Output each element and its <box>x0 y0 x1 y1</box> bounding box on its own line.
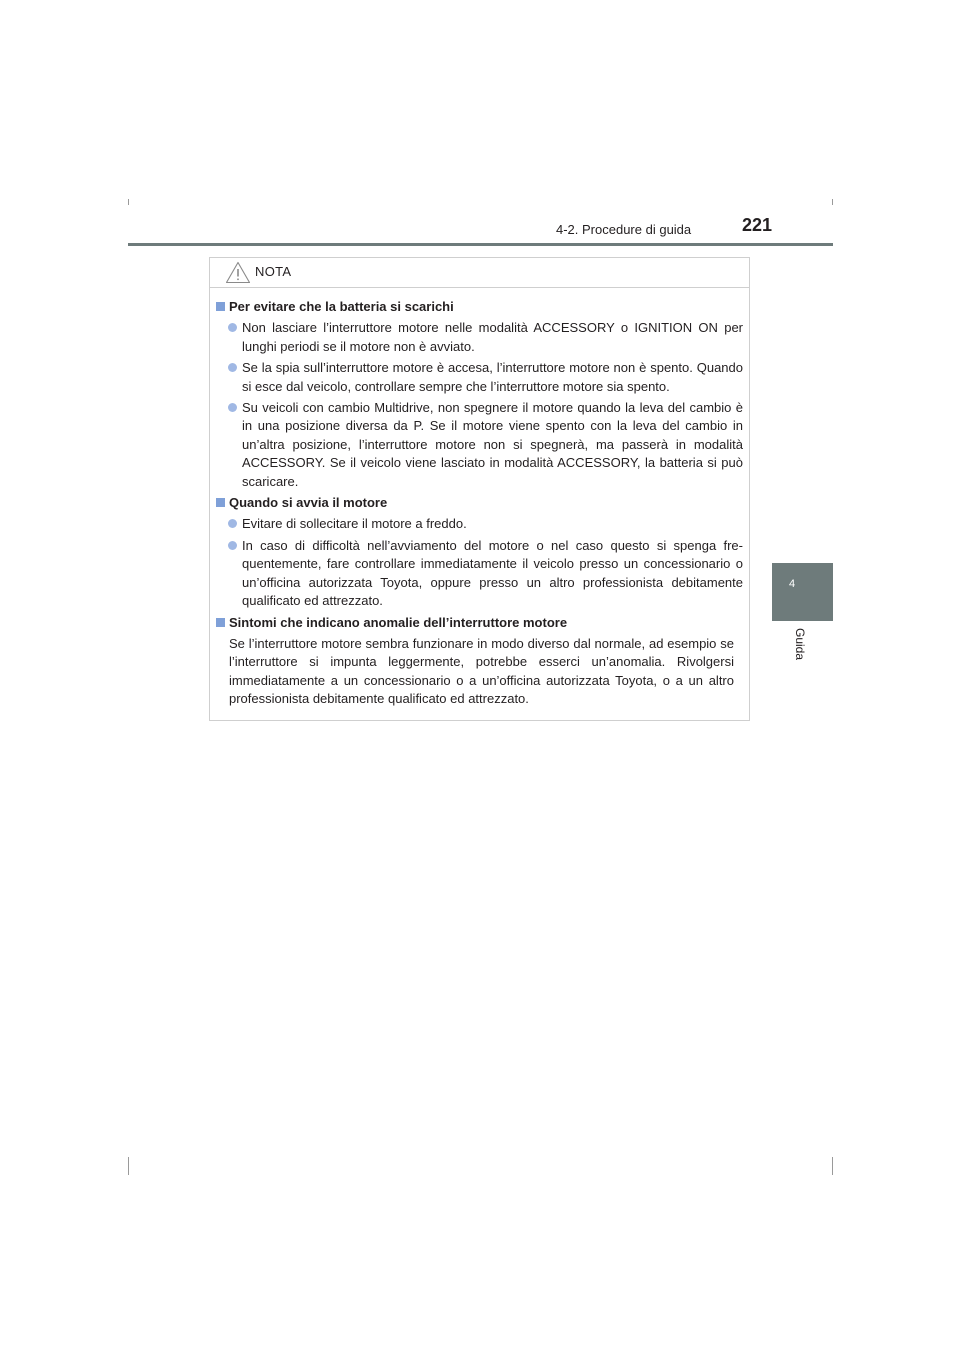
crop-mark <box>128 199 129 205</box>
list-item: Evitare di sollecitare il motore a freddo. <box>216 515 743 533</box>
square-bullet-icon <box>216 498 225 507</box>
notice-box <box>209 257 750 721</box>
section-title: 4-2. Procedure di guida <box>556 222 692 237</box>
page-number: 221 <box>742 215 773 235</box>
round-bullet-icon <box>228 519 237 528</box>
list-item: Se la spia sull’interruttore motore è accesa, l’interruttore motore non è spento. Quando si esce dal veicolo, controllare sempre che l’interruttore motore sia spento. <box>216 359 743 396</box>
crop-mark <box>832 199 833 205</box>
crop-mark <box>128 1157 129 1175</box>
section-heading: Per evitare che la batteria si scarichi <box>216 298 743 316</box>
round-bullet-icon <box>228 403 237 412</box>
round-bullet-icon <box>228 363 237 372</box>
notice-header <box>210 258 749 288</box>
section-heading: Sintomi che indicano anomalie dell’interruttore motore <box>216 614 743 632</box>
chapter-number: 4 <box>789 578 796 590</box>
notice-content <box>216 298 743 709</box>
header-rule <box>128 243 833 246</box>
notice-title: NOTA <box>255 264 292 279</box>
square-bullet-icon <box>216 302 225 311</box>
round-bullet-icon <box>228 323 237 332</box>
paragraph: Se l’interruttore motore sembra funzionare in modo diverso dal normale, ad esempio se l’interruttore si impunta leggermente, potrebbe esserci un’anomalia. Rivolgersi immediatamente a un concessionario o a un’officina autorizzata Toyota, o a un altro professionista debitamente qualificato ed attrezzato. <box>229 635 734 707</box>
section-heading: Quando si avvia il motore <box>216 494 743 512</box>
chapter-label: Guida <box>793 628 807 661</box>
chapter-tab <box>772 563 833 621</box>
round-bullet-icon <box>228 541 237 550</box>
list-item: In caso di difficoltà nell’avviamento del motore o nel caso questo si spenga fre- quentemente, fare controllare immediatamente il veicolo presso un concessionario o un’officina autorizzata Toyota, oppure presso un altro professionista debitamente qualificato ed attrezzato. <box>216 537 743 611</box>
list-item: Su veicoli con cambio Multidrive, non spegnere il motore quando la leva del cambio è in una posizione diversa da P. Se il motore viene spento con la leva del cambio in un’altra posizione, l’interruttore motore non si spegnerà, ma passerà in modalità ACCESSORY. Se il veicolo viene lasciato in modalità ACCESSORY, la batteria si può scaricare. <box>216 399 743 491</box>
crop-mark <box>832 1157 833 1175</box>
square-bullet-icon <box>216 618 225 627</box>
list-item: Non lasciare l’interruttore motore nelle modalità ACCESSORY o IGNITION ON per lunghi periodi se il motore non è avviato. <box>216 319 743 356</box>
